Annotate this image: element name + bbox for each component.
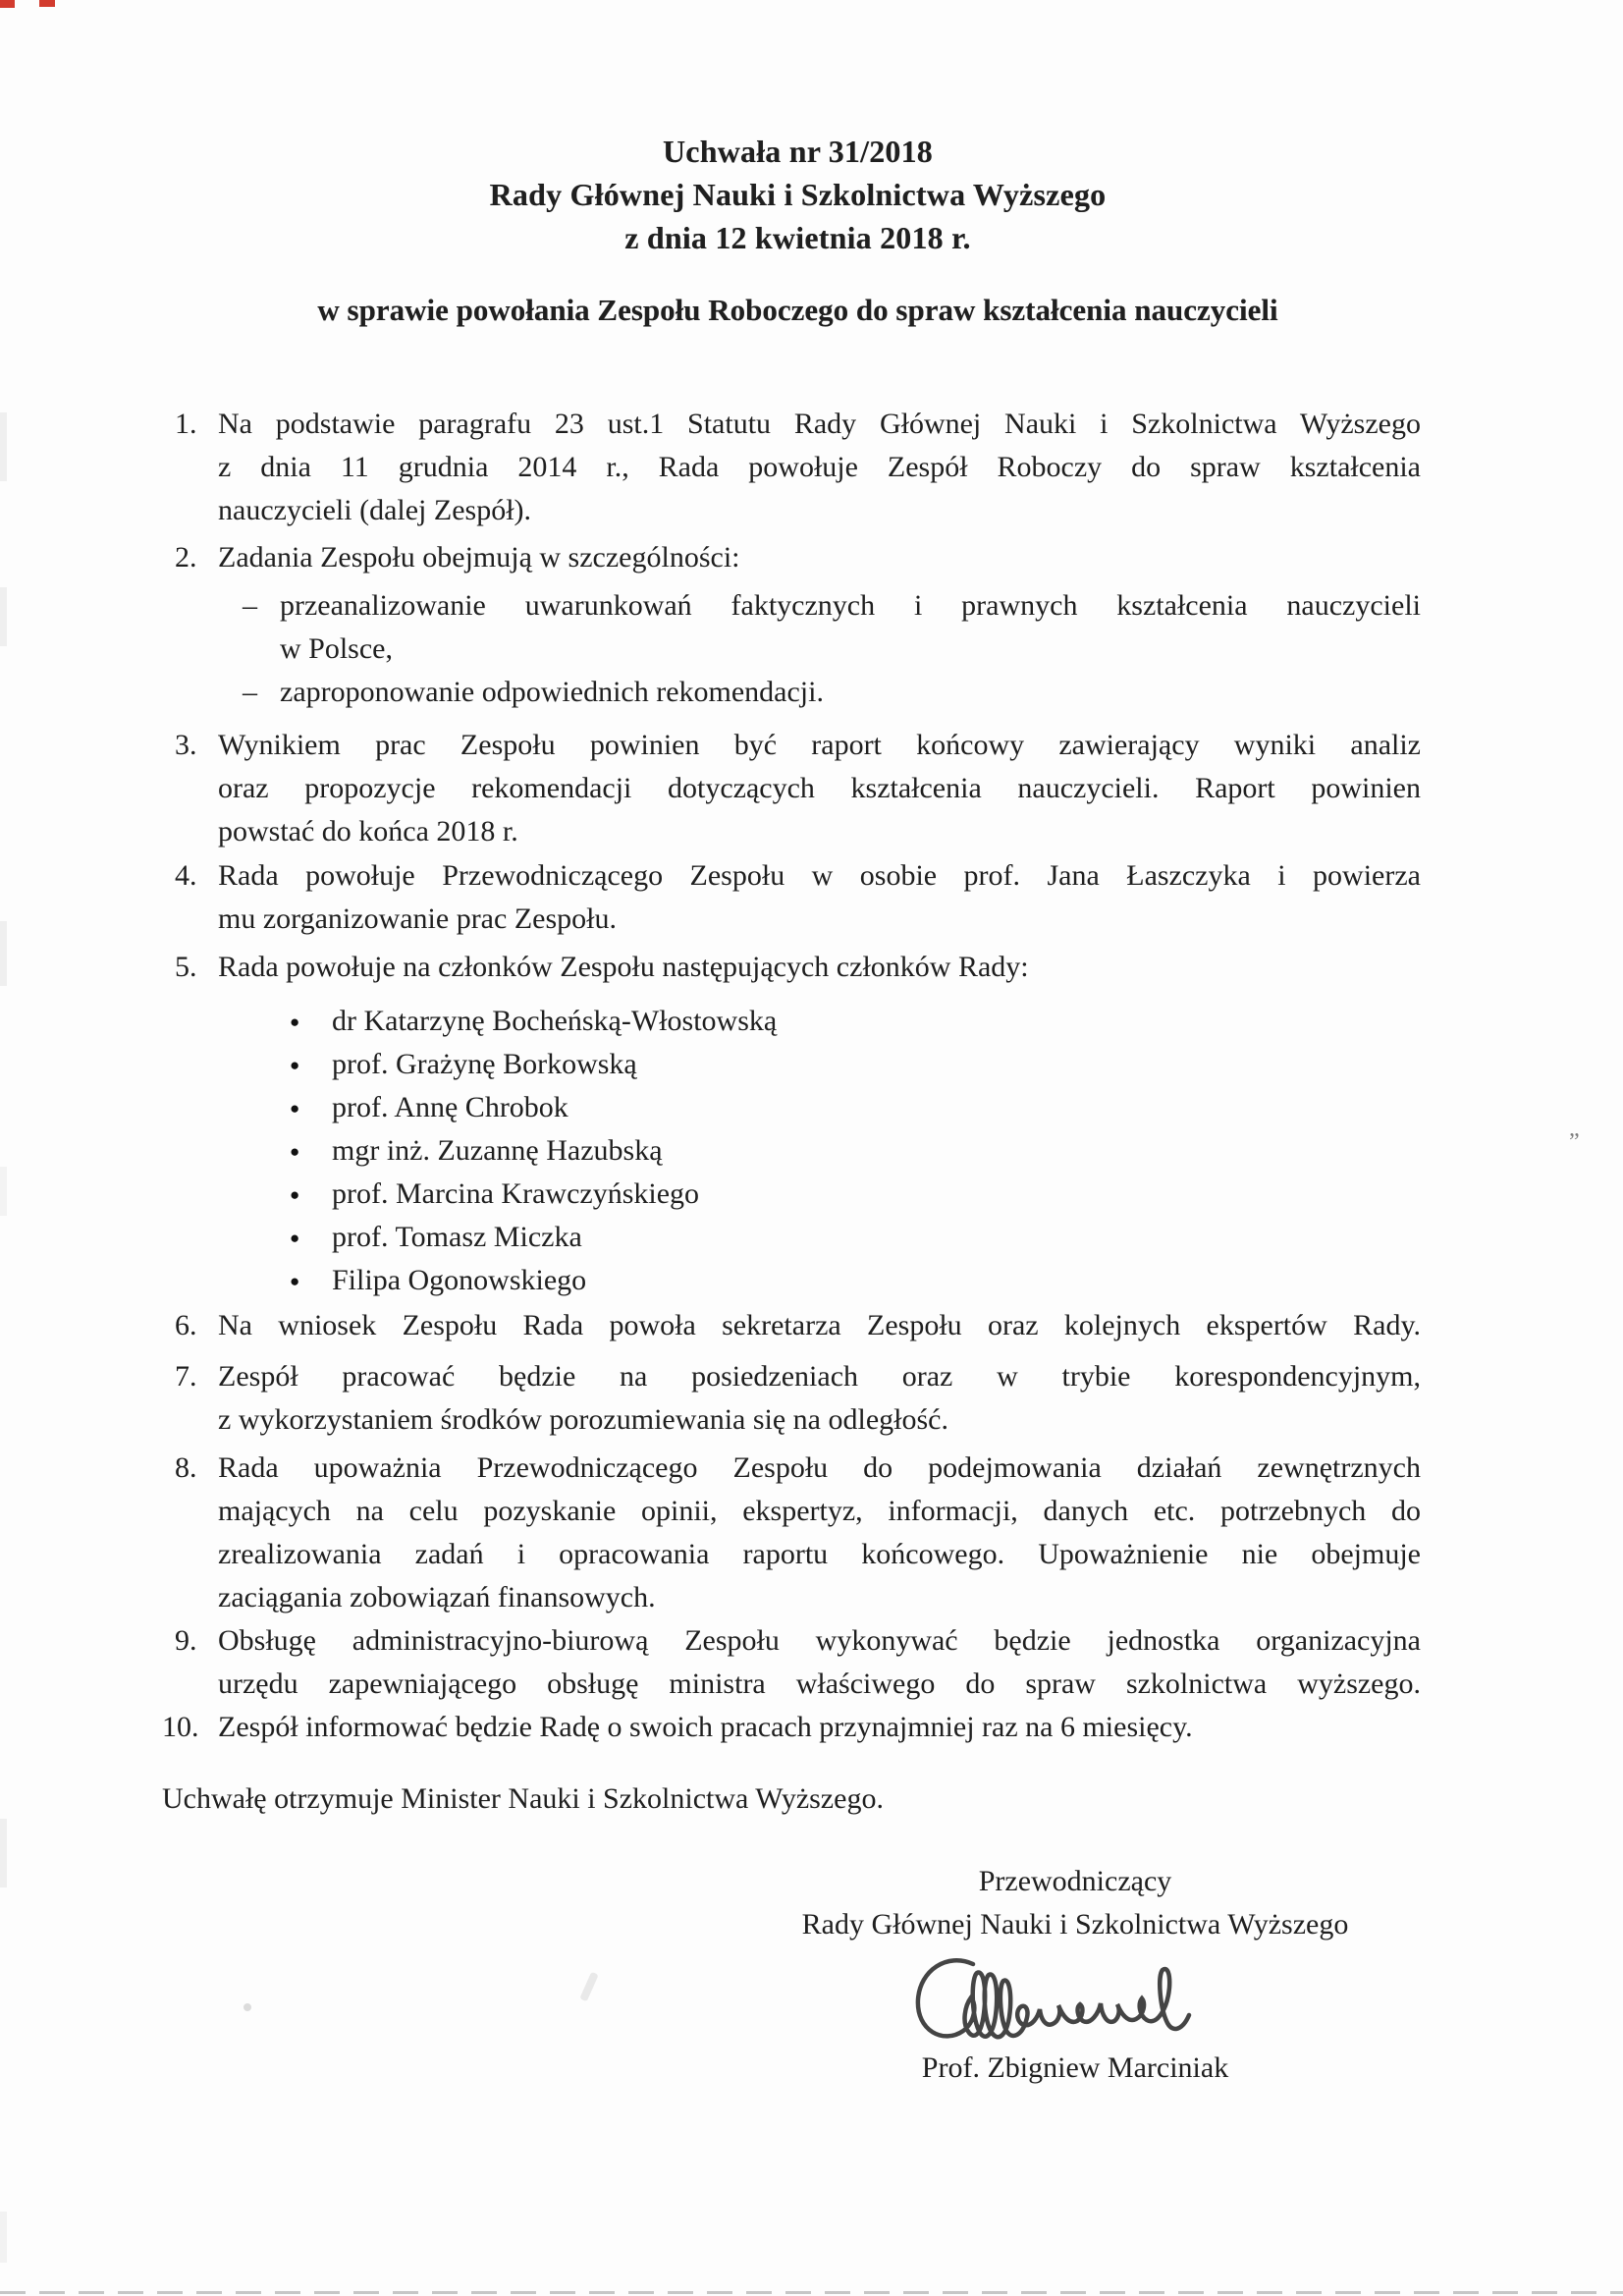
bullet-line: prof. Marcina Krawczyńskiego: [332, 1177, 700, 1210]
item-line: Na wniosek Zespołu Rada powoła sekretarza Zespołu oraz kolejnych ekspertów Rady.: [218, 1309, 1421, 1341]
signature-role-line-1: Przewodniczący: [978, 1865, 1172, 1897]
bullet-dot-icon: ●: [290, 1185, 300, 1204]
list-item-3: [175, 724, 1421, 853]
dash-icon: –: [243, 589, 257, 622]
item-line: Rada upoważnia Przewodniczącego Zespołu do podejmowania działań zewnętrznych: [218, 1451, 1421, 1484]
item-line: z wykorzystaniem środków porozumiewania się na odległość.: [218, 1403, 948, 1436]
title-line-1: Uchwała nr 31/2018: [662, 134, 934, 169]
subject-line: w sprawie powołania Zespołu Roboczego do spraw kształcenia nauczycieli: [317, 293, 1278, 327]
bullet-line: Filipa Ogonowskiego: [332, 1264, 587, 1296]
item-line: mających na celu pozyskanie opinii, ekspertyz, informacji, danych etc. potrzebnych do: [218, 1495, 1421, 1527]
item-line: Zespół informować będzie Radę o swoich pracach przynajmniej raz na 6 miesięcy.: [218, 1711, 1193, 1743]
bullet-dot-icon: ●: [290, 1229, 300, 1247]
scan-streak: [0, 921, 7, 986]
list-item-9: [175, 1619, 1421, 1706]
bottom-scan-line: [0, 2291, 1623, 2294]
bullet-dot-icon: ●: [290, 1012, 300, 1031]
list-item-7: [175, 1355, 1421, 1442]
scan-streak: [0, 1167, 7, 1216]
item-line: oraz propozycje rekomendacji dotyczących kształcenia nauczycieli. Raport powinien: [218, 772, 1421, 804]
item-line: Wynikiem prac Zespołu powinien być raport końcowy zawierający wyniki analiz: [218, 729, 1421, 761]
item-line: Zadania Zespołu obejmują w szczególności:: [218, 541, 740, 574]
dash-item: [218, 671, 1421, 714]
item-line: mu zorganizowanie prac Zespołu.: [218, 902, 617, 935]
bullet-dot-icon: ●: [290, 1099, 300, 1118]
bullet-item: [218, 1259, 1421, 1302]
bullet-dot-icon: ●: [290, 1272, 300, 1290]
bullet-line: dr Katarzynę Bocheńską-Włostowską: [332, 1005, 778, 1037]
scan-streak: [0, 412, 7, 481]
item-line: urzędu zapewniającego obsługę ministra właściwego do spraw szkolnictwa wyższego.: [218, 1667, 1421, 1700]
item-number: 9.: [175, 1624, 197, 1657]
signature-role-line-2: Rady Głównej Nauki i Szkolnictwa Wyższego: [801, 1908, 1349, 1941]
list-item-10: [162, 1706, 1421, 1749]
list-item-5: [175, 946, 1421, 1302]
signature-scrawl: [879, 1948, 1271, 2043]
item-number: 8.: [175, 1451, 197, 1484]
list-item-4: [175, 854, 1421, 941]
bullet-dot-icon: ●: [290, 1142, 300, 1161]
dash-line: przeanalizowanie uwarunkowań faktycznych i prawnych kształcenia nauczycieli: [280, 589, 1421, 622]
bullet-item: [218, 1043, 1421, 1086]
item-line: zaciągania zobowiązań finansowych.: [218, 1581, 656, 1613]
document-title: [175, 130, 1421, 259]
item-number: 7.: [175, 1360, 197, 1393]
bullet-item: [218, 1086, 1421, 1129]
item-line: powstać do końca 2018 r.: [218, 815, 518, 847]
signature-name: Prof. Zbigniew Marciniak: [921, 2051, 1229, 2084]
list-item-6: [175, 1304, 1421, 1347]
bullet-dot-icon: ●: [290, 1056, 300, 1074]
bullet-line: mgr inż. Zuzannę Hazubską: [332, 1134, 663, 1167]
item-line: Na podstawie paragrafu 23 ust.1 Statutu Rady Głównej Nauki i Szkolnictwa Wyższego: [218, 408, 1421, 440]
scan-streak: [0, 1819, 7, 1887]
bullet-line: prof. Tomasz Miczka: [332, 1221, 582, 1253]
margin-speck: ”: [1569, 1129, 1580, 1155]
bullet-sublist: [218, 1000, 1421, 1302]
item-number: 6.: [175, 1309, 197, 1341]
item-line: Zespół pracować będzie na posiedzeniach oraz w trybie korespondencyjnym,: [218, 1360, 1421, 1393]
scan-streak: [0, 587, 7, 646]
item-line: Obsługę administracyjno-biurową Zespołu wykonywać będzie jednostka organizacyjna: [218, 1624, 1421, 1657]
signature-block: [761, 1860, 1389, 2090]
item-line: z dnia 11 grudnia 2014 r., Rada powołuje Zespół Roboczy do spraw kształcenia: [218, 451, 1421, 483]
item-number: 2.: [175, 541, 197, 574]
bullet-item: [218, 1216, 1421, 1259]
red-scan-edge-mark: [0, 0, 15, 8]
list-item-2: [175, 536, 1421, 714]
item-number: 3.: [175, 729, 197, 761]
item-number: 5.: [175, 951, 197, 983]
item-line: nauczycieli (dalej Zespół).: [218, 494, 532, 526]
red-scan-edge-mark: [39, 0, 55, 7]
dash-line: zaproponowanie odpowiednich rekomendacji.: [280, 676, 824, 708]
title-line-3: z dnia 12 kwietnia 2018 r.: [624, 220, 971, 255]
dash-line: w Polsce,: [280, 632, 393, 665]
item-number: 1.: [175, 408, 197, 440]
item-number: 10.: [162, 1711, 199, 1743]
closing-line: Uchwałę otrzymuje Minister Nauki i Szkolnictwa Wyższego.: [162, 1782, 884, 1815]
list-item-8: [175, 1447, 1421, 1619]
item-line: Rada powołuje Przewodniczącego Zespołu w osobie prof. Jana Łaszczyka i powierza: [218, 859, 1421, 892]
document-content: [162, 0, 1421, 2090]
item-line: zrealizowania zadań i opracowania raportu końcowego. Upoważnienie nie obejmuje: [218, 1538, 1421, 1570]
bullet-line: prof. Annę Chrobok: [332, 1091, 568, 1123]
dash-icon: –: [243, 676, 257, 708]
bullet-item: [218, 1129, 1421, 1173]
list-item-1: [175, 403, 1421, 532]
title-line-2: Rady Głównej Nauki i Szkolnictwa Wyższego: [489, 177, 1107, 212]
scan-streak: [0, 2212, 7, 2263]
item-line: Rada powołuje na członków Zespołu następujących członków Rady:: [218, 951, 1029, 983]
dash-sublist: [218, 584, 1421, 714]
dash-item: [218, 584, 1421, 671]
bullet-item: [218, 1000, 1421, 1043]
numbered-list: [162, 403, 1421, 1749]
bullet-item: [218, 1173, 1421, 1216]
bullet-line: prof. Grażynę Borkowską: [332, 1048, 637, 1080]
item-number: 4.: [175, 859, 197, 892]
